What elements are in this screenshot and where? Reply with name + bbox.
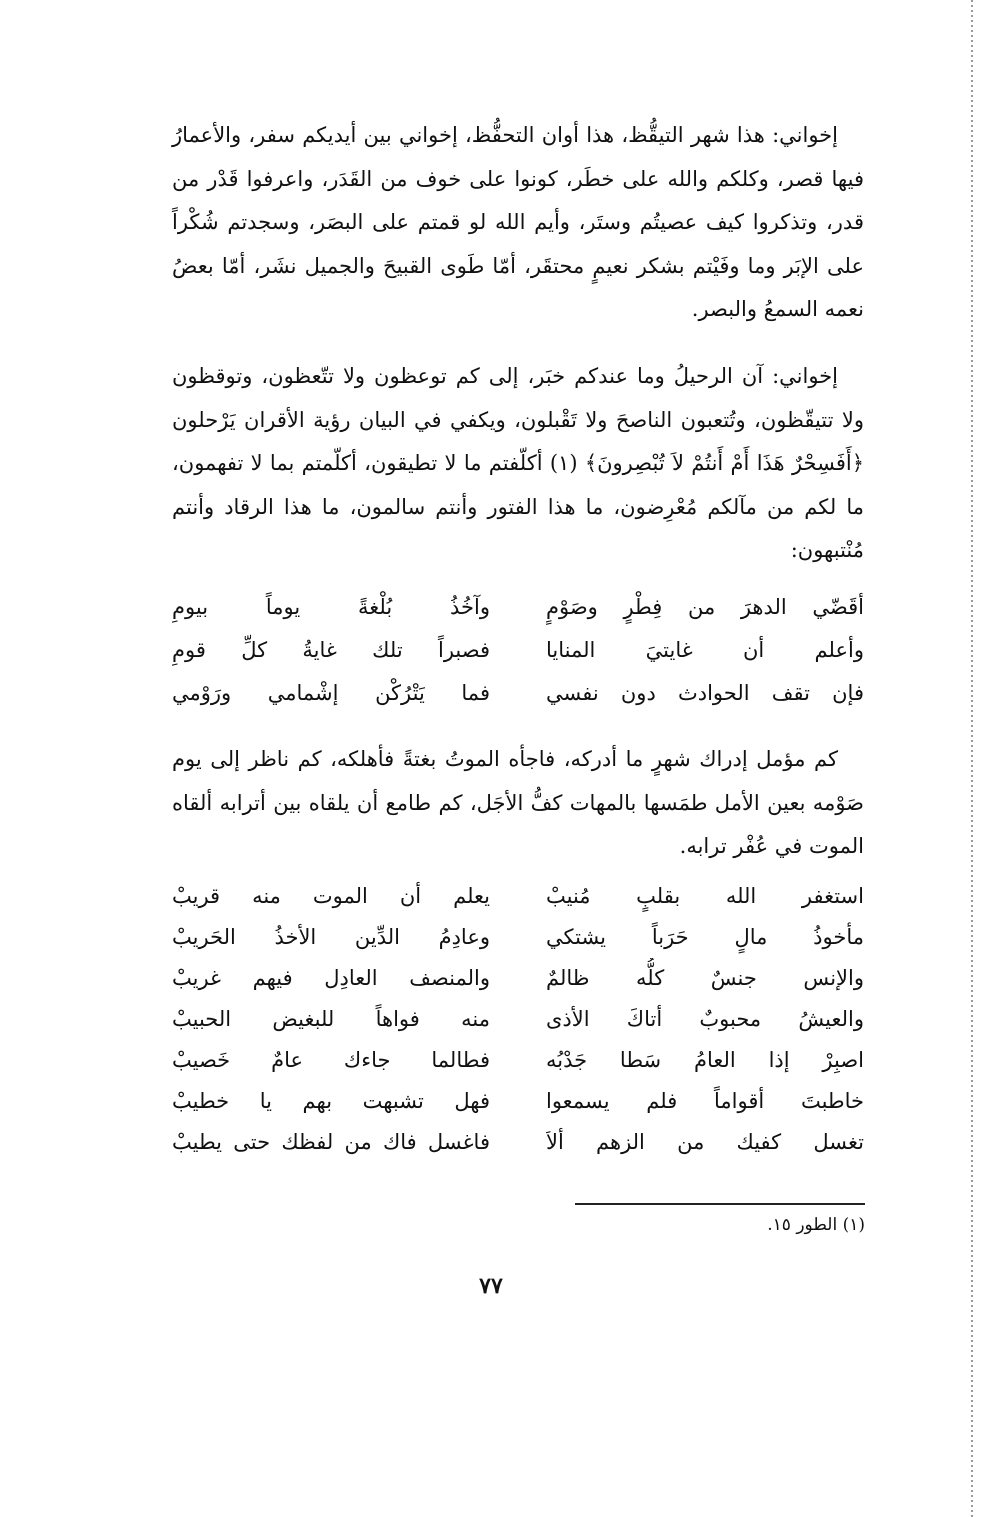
- verse-first-hemistich: أقَضّي الدهرَ من فِطْرٍ وصَوْمٍ: [546, 595, 864, 619]
- verse-second-hemistich: فصبراً تلك غايةُ كلِّ قومِ: [172, 638, 490, 662]
- poem-verse: [172, 1081, 864, 1122]
- verse-second-hemistich: فهل تشبهت بهم يا خطيبْ: [172, 1089, 490, 1113]
- verse-second-hemistich: وعادِمُ الدِّين الأخذُ الحَريبْ: [172, 925, 490, 949]
- footnote: (١) الطور ١٥.: [767, 1215, 865, 1235]
- verse-second-hemistich: وآخُذُ بُلْغةً يوماً بيومِ: [172, 595, 490, 619]
- verse-second-hemistich: يعلم أن الموت منه قريبْ: [172, 884, 490, 908]
- poem-verse: [172, 1040, 864, 1081]
- verse-first-hemistich: خاطبتَ أقواماً فلم يسمعوا: [546, 1089, 864, 1113]
- verse-second-hemistich: فما يَتْرُكْن إشْمامي ورَوْمي: [172, 681, 490, 705]
- verse-second-hemistich: منه فواهاً للبغيض الحبيبْ: [172, 1007, 490, 1031]
- poem-verse: [172, 917, 864, 958]
- poem-verse: [172, 672, 864, 715]
- poem-verse: [172, 958, 864, 999]
- scan-edge-rule: [971, 0, 973, 1517]
- poem-verse: [172, 629, 864, 672]
- verse-first-hemistich: مأخوذُ مالٍ حَرَباً يشتكي: [546, 925, 864, 949]
- page-number: ٧٧: [479, 1273, 503, 1299]
- verse-first-hemistich: وأعلم أن غايتيَ المنايا: [546, 638, 864, 662]
- verse-first-hemistich: تغسل كفيك من الزهم ألاَ: [546, 1130, 864, 1154]
- paragraph-3: كم مؤمل إدراك شهرٍ ما أدركه، فاجأه الموتُ بغتةً فأهلكه، كم ناظر إلى يوم صَوْمه بعين الأمل طمَسها بالمهات كفُّ الأجَل، كم طامع أن يلقاه بين أترابه ألقاه الموت في عُفْر ترابه.: [172, 747, 864, 858]
- verse-first-hemistich: فإن تقف الحوادث دون نفسي: [546, 681, 864, 705]
- paragraph-2: إخواني: آن الرحيلُ وما عندكم خبَر، إلى كم توعظون ولا تتّعظون، وتوقظون ولا تتيقّظون، وتُتعبون الناصحَ ولا تَقْبلون، ويكفي في البيان رؤية الأقران يَرْحلون ﴿أَفَسِحْرٌ هَذَا أَمْ أَنتُمْ لاَ تُبْصِرونَ﴾ (١) أكلّفتم ما لا تطيقون، أكلّمتم بما لا تفهمون، ما لكم من مآلكم مُعْرِضون، ما هذا الفتور وأنتم سالمون، ما هذا الرقاد وأنتم مُنْتبهون:: [172, 364, 864, 562]
- verse-first-hemistich: والعيشُ محبوبٌ أتاكَ الأذى: [546, 1007, 864, 1031]
- poem-1: [172, 586, 864, 715]
- poem-2: [172, 876, 864, 1163]
- verse-first-hemistich: استغفر الله بقلبٍ مُنيبْ: [546, 884, 864, 908]
- verse-first-hemistich: اصبِرْ إذا العامُ سَطا جَدْبُه: [546, 1048, 864, 1072]
- footnote-separator: [575, 1203, 865, 1205]
- poem-verse: [172, 999, 864, 1040]
- verse-second-hemistich: والمنصف العادِل فيهم غريبْ: [172, 966, 490, 990]
- paragraph-1: إخواني: هذا شهر التيقُّظ، هذا أوان التحفُّظ، إخواني بين أيديكم سفر، والأعمارُ فيها قصر، وكلكم والله على خطَر، كونوا على خوف من القَدَر، واعرفوا قَدْر من قدر، وتذكروا كيف عصيتُم وستَر، وأيم الله لو قمتم على البصَر، وسجدتم شُكْراً على الإبَر وما وفَيْتم بشكر نعيمٍ محتقَر، أمّا طَوى القبيحَ والجميل نشَر، أمّا بعضُ نعمه السمعُ والبصر.: [172, 123, 864, 321]
- poem-verse: [172, 1122, 864, 1163]
- poem-verse: [172, 586, 864, 629]
- verse-first-hemistich: والإنس جنسٌ كلُّه ظالمٌ: [546, 966, 864, 990]
- poem-verse: [172, 876, 864, 917]
- verse-second-hemistich: فطالما جاءك عامٌ خَصيبْ: [172, 1048, 490, 1072]
- verse-second-hemistich: فاغسل فاك من لفظك حتى يطيبْ: [172, 1130, 490, 1154]
